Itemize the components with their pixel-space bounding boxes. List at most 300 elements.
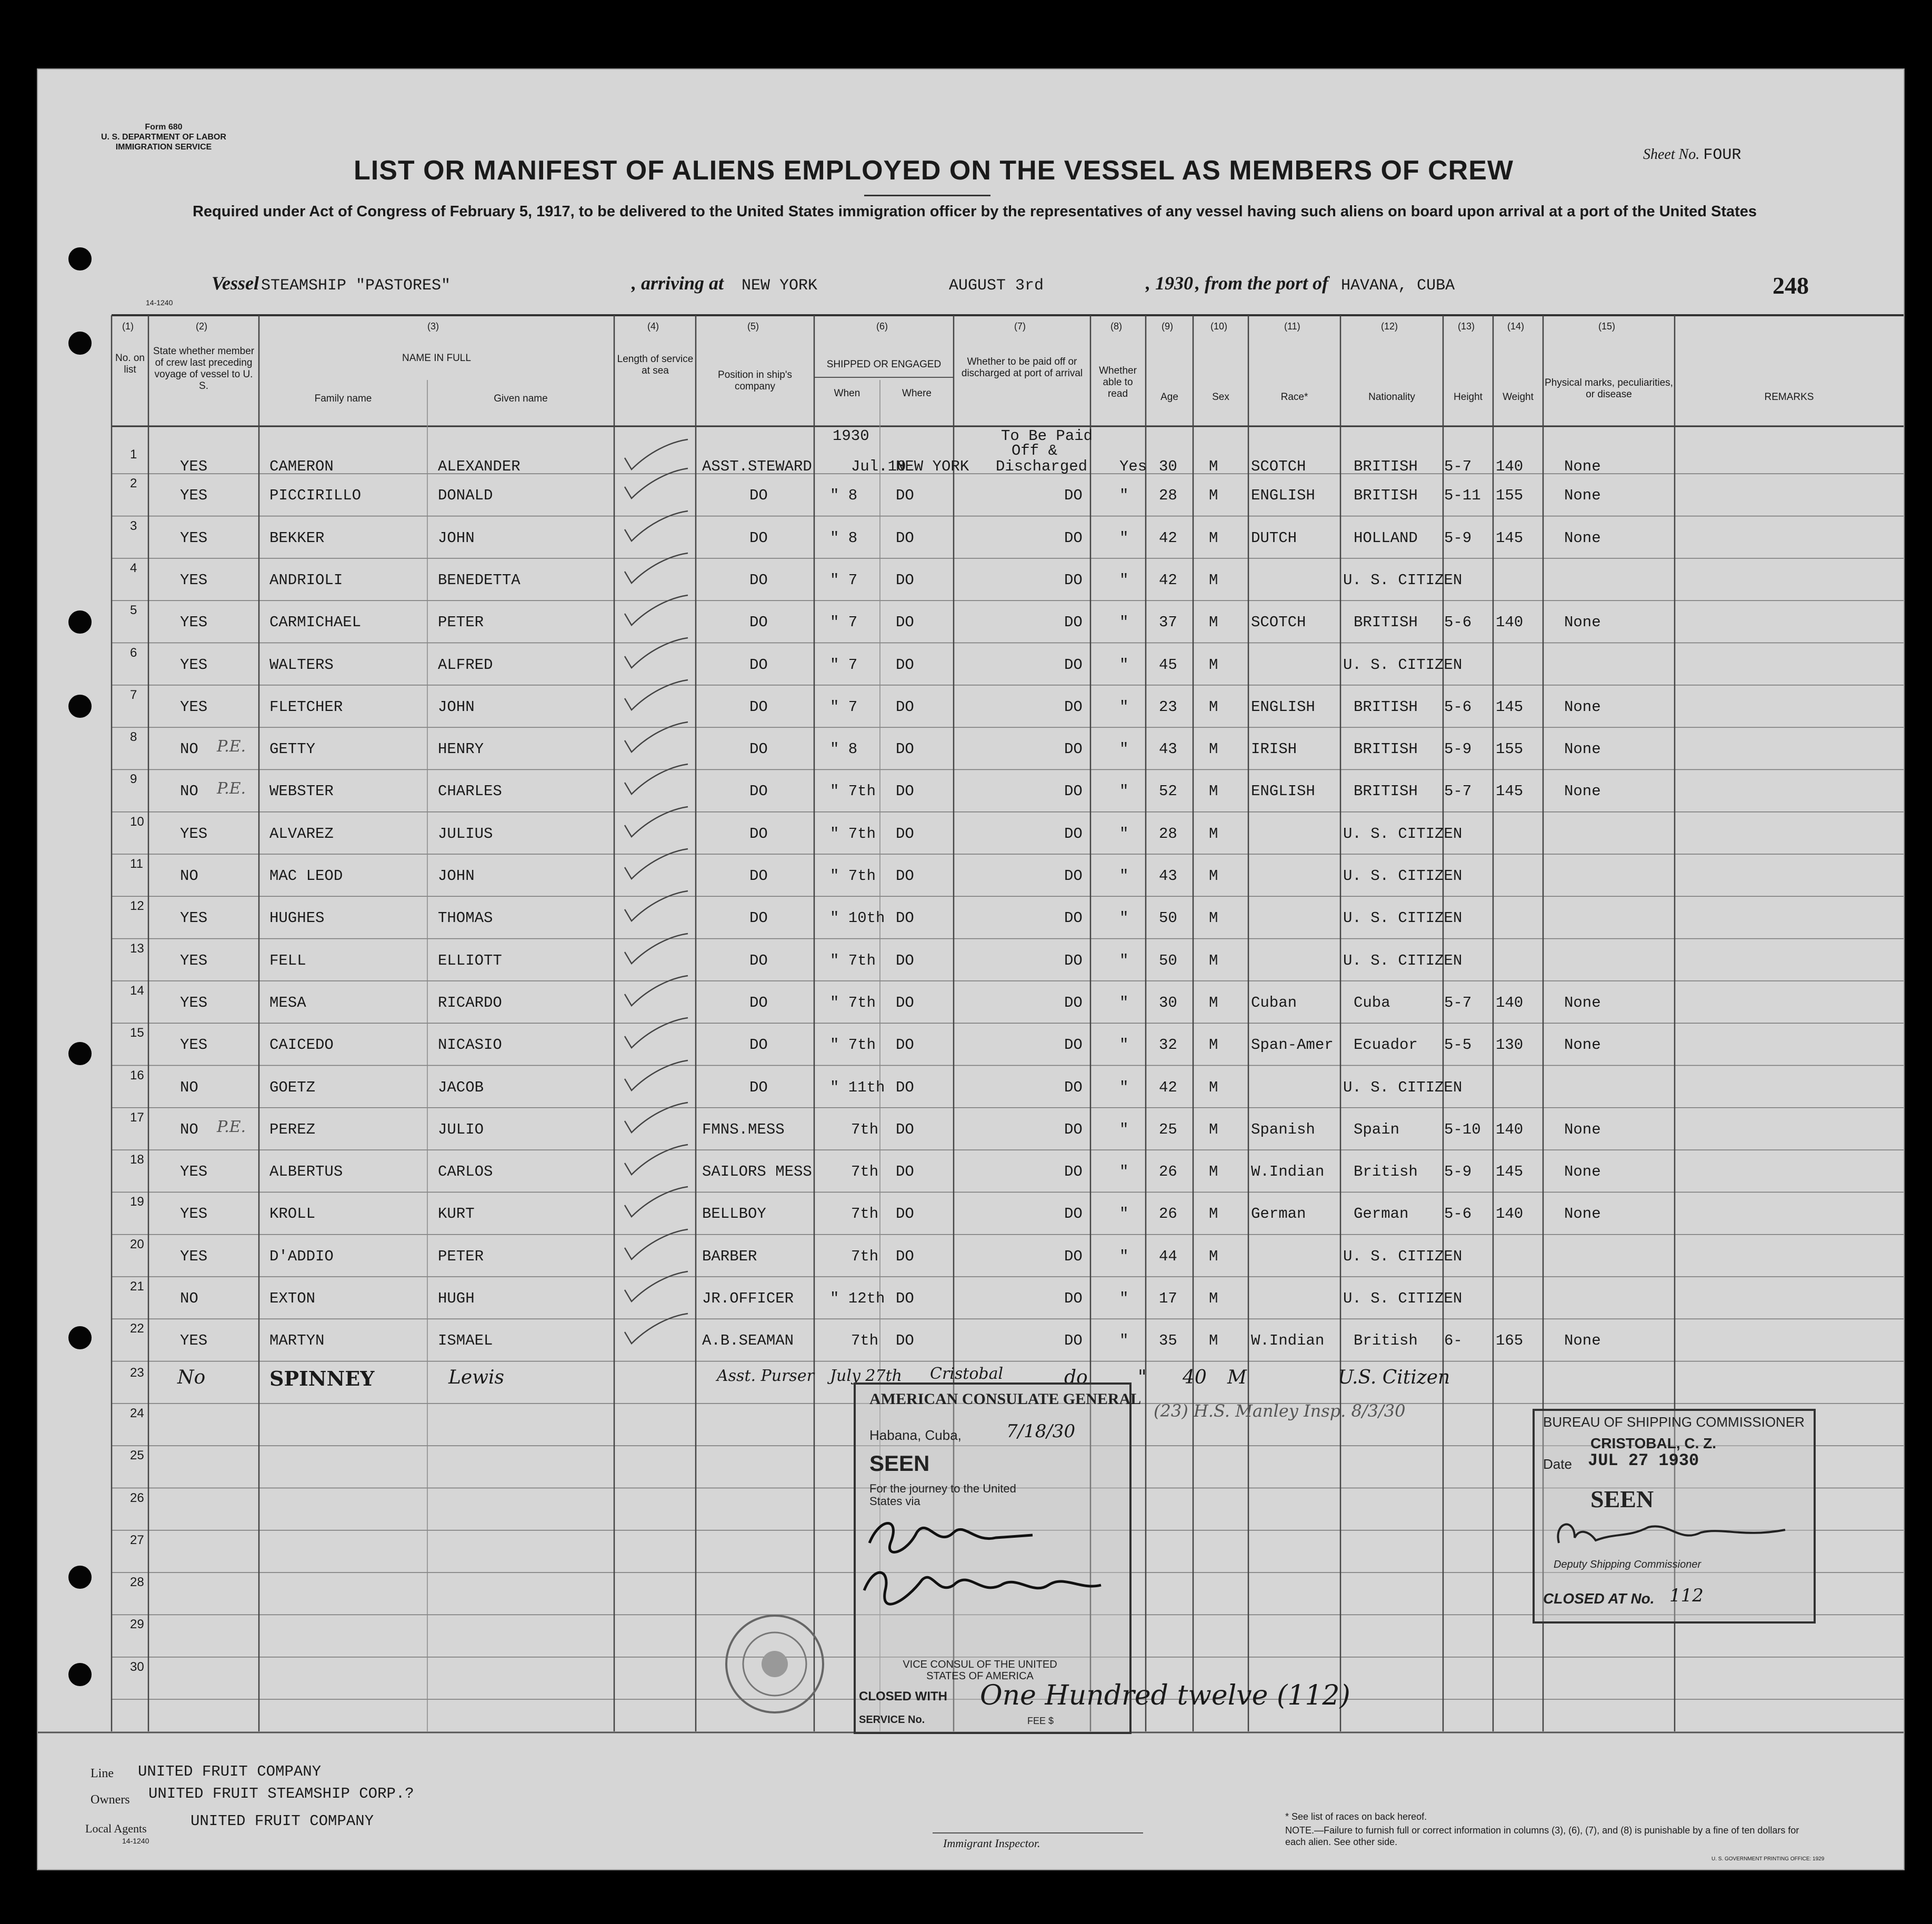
row1-year: 1930	[833, 427, 869, 445]
paid-off-cell: DO	[1064, 1163, 1083, 1181]
race-cell: W.Indian	[1251, 1163, 1325, 1181]
when-cell: 7th	[851, 1247, 879, 1265]
last-voyage-cell: YES	[180, 909, 208, 927]
position-cell: JR.OFFICER	[702, 1290, 794, 1307]
bureau-signature	[1543, 1511, 1806, 1559]
row-number: 25	[130, 1448, 144, 1463]
last-voyage-cell: YES	[180, 458, 208, 475]
position-cell: DO	[749, 529, 768, 547]
paid-off-cell: DO	[1064, 1247, 1083, 1265]
family-name-cell: BEKKER	[269, 529, 325, 547]
citizen-cell: U. S. CITIZEN	[1343, 1290, 1463, 1307]
where-cell: DO	[896, 951, 914, 969]
age-cell: 50	[1159, 951, 1177, 969]
sex-cell: M	[1209, 951, 1218, 969]
paid-off-cell: DO	[1064, 529, 1083, 547]
last-voyage-cell: YES	[180, 614, 208, 632]
family-name-cell: ANDRIOLI	[269, 571, 343, 589]
age-cell: 17	[1159, 1290, 1177, 1307]
last-voyage-cell: YES	[180, 1332, 208, 1350]
given-name-cell: Lewis	[448, 1366, 505, 1388]
row1-paid-line2: Off &	[1012, 442, 1058, 459]
sex-cell: M	[1209, 1290, 1218, 1307]
age-cell: 28	[1159, 825, 1177, 843]
where-cell: DO	[896, 1120, 914, 1138]
weight-cell: 155	[1496, 740, 1524, 758]
check-mark-icon	[622, 1227, 690, 1269]
age-cell: 35	[1159, 1332, 1177, 1350]
when-cell: 7th	[851, 1163, 879, 1181]
pe-mark: P.E.	[217, 737, 246, 756]
race-cell: ENGLISH	[1251, 698, 1315, 716]
family-name-cell: CAMERON	[269, 458, 334, 475]
nationality-cell: German	[1354, 1205, 1409, 1223]
age-cell: 42	[1159, 529, 1177, 547]
family-name-cell: SPINNEY	[269, 1366, 375, 1390]
physical-marks-cell: None	[1564, 1205, 1601, 1223]
read-cell: "	[1119, 909, 1129, 927]
colnum-6: (6)	[876, 321, 888, 332]
given-name-cell: JOHN	[438, 698, 475, 716]
when-cell: " 7th	[830, 994, 876, 1011]
nationality-cell: Cuba	[1354, 994, 1390, 1011]
age-cell: 25	[1159, 1120, 1177, 1138]
check-mark-icon	[622, 1015, 690, 1057]
check-mark-icon	[622, 1184, 690, 1226]
header-age: Age	[1160, 392, 1178, 403]
read-cell: "	[1119, 1120, 1129, 1138]
footer-line-value: UNITED FRUIT COMPANY	[138, 1763, 322, 1780]
row-number: 17	[130, 1110, 144, 1125]
row-number: 13	[130, 941, 144, 956]
family-name-cell: MAC LEOD	[269, 867, 343, 885]
read-cell: "	[1119, 994, 1129, 1011]
check-mark-icon	[622, 804, 690, 846]
when-cell: " 7th	[830, 783, 876, 800]
position-cell: DO	[749, 1036, 768, 1054]
family-name-cell: HUGHES	[269, 909, 325, 927]
last-voyage-cell: YES	[180, 951, 208, 969]
colnum-12: (12)	[1381, 321, 1398, 332]
row-number: 12	[130, 899, 144, 914]
row-number: 19	[130, 1195, 144, 1209]
nationality-cell: Ecuador	[1354, 1036, 1418, 1054]
last-voyage-cell: No	[177, 1366, 206, 1388]
colnum-10: (10)	[1210, 321, 1228, 332]
physical-marks-cell: None	[1564, 1332, 1601, 1350]
given-name-cell: ELLIOTT	[438, 951, 502, 969]
position-cell: DO	[749, 783, 768, 800]
consul-signature	[859, 1511, 1133, 1659]
nationality-cell: BRITISH	[1354, 740, 1418, 758]
given-name-cell: ALEXANDER	[438, 458, 520, 475]
paid-off-cell: DO	[1064, 994, 1083, 1011]
footer-owners-label: Owners	[91, 1793, 130, 1807]
row1-paid-line1: To Be Paid	[1001, 427, 1093, 445]
consulate-journey: For the journey to the United States via	[869, 1482, 1016, 1508]
consulate-vice-consul: VICE CONSUL OF THE UNITED STATES OF AMERICA	[903, 1659, 1057, 1682]
row-number: 6	[130, 645, 137, 660]
check-mark-icon	[622, 1142, 690, 1184]
inspector-annotation: (23) H.S. Manley Insp. 8/3/30	[1154, 1401, 1406, 1421]
bureau-title: BUREAU OF SHIPPING COMMISSIONER	[1543, 1414, 1805, 1430]
row-number: 16	[130, 1068, 144, 1083]
when-cell: " 8	[830, 529, 858, 547]
sex-cell: M	[1209, 698, 1218, 716]
given-name-cell: HUGH	[438, 1290, 475, 1307]
last-voyage-cell: YES	[180, 825, 208, 843]
check-mark-icon	[622, 931, 690, 973]
paid-off-cell: DO	[1064, 614, 1083, 632]
where-cell: DO	[896, 909, 914, 927]
row-number: 5	[130, 603, 137, 618]
height-cell: 5-10	[1444, 1120, 1481, 1138]
given-name-cell: BENEDETTA	[438, 571, 520, 589]
colnum-7: (7)	[1014, 321, 1026, 332]
weight-cell: 145	[1496, 698, 1524, 716]
colnum-11: (11)	[1284, 321, 1300, 332]
row-number: 14	[130, 983, 144, 998]
sex-cell: M	[1209, 867, 1218, 885]
consulate-date: 7/18/30	[1006, 1421, 1076, 1442]
height-cell: 5-6	[1444, 1205, 1472, 1223]
footer-agents-label: Local Agents	[85, 1822, 147, 1835]
position-cell: Asst. Purser	[717, 1366, 814, 1385]
arriving-label: , arriving at	[632, 273, 724, 294]
physical-marks-cell: None	[1564, 698, 1601, 716]
vessel-name: STEAMSHIP "PASTORES"	[261, 277, 451, 295]
header-race: Race*	[1280, 392, 1308, 403]
paid-off-cell: do	[1064, 1366, 1088, 1388]
position-cell: FMNS.MESS	[702, 1120, 785, 1138]
race-cell: DUTCH	[1251, 529, 1297, 547]
check-mark-icon	[622, 1100, 690, 1142]
sex-cell: M	[1209, 994, 1218, 1011]
age-cell: 30	[1159, 994, 1177, 1011]
position-cell: DO	[749, 825, 768, 843]
consulate-fee: FEE $	[1027, 1716, 1054, 1726]
read-cell: "	[1119, 1078, 1129, 1096]
position-cell: DO	[749, 740, 768, 758]
where-cell: DO	[896, 1205, 914, 1223]
weight-cell: 145	[1496, 529, 1524, 547]
sex-cell: M	[1209, 825, 1218, 843]
page-title: LIST OR MANIFEST OF ALIENS EMPLOYED ON THE VESSEL AS MEMBERS OF CREW	[354, 155, 1514, 186]
sex-cell: M	[1209, 458, 1218, 475]
sex-cell: M	[1209, 1078, 1218, 1096]
position-cell: A.B.SEAMAN	[702, 1332, 794, 1350]
position-cell: DO	[749, 1078, 768, 1096]
sex-cell: M	[1209, 656, 1218, 674]
citizen-cell: U. S. CITIZEN	[1343, 1078, 1463, 1096]
position-cell: BELLBOY	[702, 1205, 766, 1223]
where-cell: DO	[896, 1036, 914, 1054]
weight-cell: 165	[1496, 1332, 1524, 1350]
row1-paid-line3: Discharged	[996, 458, 1088, 475]
punch-hole	[68, 332, 92, 355]
vessel-label: Vessel	[212, 273, 259, 294]
age-cell: 43	[1159, 740, 1177, 758]
family-name-cell: ALVAREZ	[269, 825, 334, 843]
colnum-4: (4)	[647, 321, 659, 332]
family-name-cell: WALTERS	[269, 656, 334, 674]
when-cell: " 8	[830, 487, 858, 505]
consulate-service-no: SERVICE No.	[859, 1714, 925, 1726]
row-number: 29	[130, 1617, 144, 1632]
given-name-cell: CARLOS	[438, 1163, 493, 1181]
nationality-cell: BRITISH	[1354, 698, 1418, 716]
sex-cell: M	[1209, 740, 1218, 758]
consulate-seen: SEEN	[869, 1451, 930, 1476]
header-shipped-engaged: SHIPPED OR ENGAGED	[826, 359, 942, 370]
check-mark-icon	[622, 973, 690, 1015]
check-mark-icon	[622, 846, 690, 888]
header-where: Where	[902, 388, 932, 399]
weight-cell: 155	[1496, 487, 1524, 505]
where-cell: DO	[896, 867, 914, 885]
given-name-cell: JULIO	[438, 1120, 484, 1138]
row-number: 9	[130, 772, 137, 787]
header-last-voyage: State whether member of crew last preceding voyage of vessel to U. S.	[153, 346, 255, 392]
nationality-cell: Spain	[1354, 1120, 1400, 1138]
weight-cell: 140	[1496, 1205, 1524, 1223]
check-mark-icon	[622, 888, 690, 930]
where-cell: DO	[896, 1290, 914, 1307]
read-cell: Yes	[1119, 458, 1147, 475]
read-cell: "	[1119, 1332, 1129, 1350]
pe-mark: P.E.	[217, 779, 246, 798]
colnum-3: (3)	[427, 321, 439, 332]
row-number: 8	[130, 730, 137, 745]
given-name-cell: JULIUS	[438, 825, 493, 843]
when-cell: " 7	[830, 614, 858, 632]
weight-cell: 145	[1496, 1163, 1524, 1181]
header-weight: Weight	[1503, 392, 1534, 403]
where-cell: DO	[896, 1078, 914, 1096]
citizen-cell: U. S. CITIZEN	[1343, 951, 1463, 969]
arrival-date: AUGUST 3rd	[949, 277, 1044, 295]
footer-inspector: Immigrant Inspector.	[943, 1837, 1040, 1850]
header-sex: Sex	[1212, 392, 1229, 403]
header-name-in-full: NAME IN FULL	[402, 353, 471, 364]
citizen-cell: U. S. CITIZEN	[1343, 909, 1463, 927]
age-cell: 30	[1159, 458, 1177, 475]
read-cell: "	[1119, 740, 1129, 758]
paid-off-cell: DO	[1064, 909, 1083, 927]
position-cell: DO	[749, 487, 768, 505]
check-mark-icon	[622, 635, 690, 677]
family-name-cell: D'ADDIO	[269, 1247, 334, 1265]
physical-marks-cell: None	[1564, 1120, 1601, 1138]
given-name-cell: ISMAEL	[438, 1332, 493, 1350]
position-cell: DO	[749, 698, 768, 716]
header-given-name: Given name	[494, 393, 548, 404]
manifest-sheet	[37, 68, 1905, 1870]
family-name-cell: GETTY	[269, 740, 316, 758]
where-cell: DO	[896, 994, 914, 1011]
where-cell: DO	[896, 783, 914, 800]
height-cell: 5-11	[1444, 487, 1481, 505]
age-cell: 42	[1159, 1078, 1177, 1096]
nationality-cell: BRITISH	[1354, 458, 1418, 475]
form-number: Form 680	[145, 123, 183, 132]
last-voyage-cell: YES	[180, 1036, 208, 1054]
colnum-14: (14)	[1507, 321, 1525, 332]
read-cell: "	[1119, 614, 1129, 632]
family-name-cell: FELL	[269, 951, 306, 969]
header-paid-off: Whether to be paid off or discharged at port of arrival	[961, 356, 1083, 379]
last-voyage-cell: YES	[180, 529, 208, 547]
height-cell: 5-6	[1444, 698, 1472, 716]
when-cell: 7th	[851, 1205, 879, 1223]
weight-cell: 140	[1496, 458, 1524, 475]
last-voyage-cell: YES	[180, 698, 208, 716]
age-cell: 52	[1159, 783, 1177, 800]
last-voyage-cell: NO	[180, 867, 198, 885]
family-name-cell: ALBERTUS	[269, 1163, 343, 1181]
read-cell: "	[1119, 951, 1129, 969]
sex-cell: M	[1209, 1163, 1218, 1181]
header-length-of-service: Length of service at sea	[617, 354, 694, 376]
nationality-cell: British	[1354, 1332, 1418, 1350]
height-cell: 5-7	[1444, 994, 1472, 1011]
row-number: 15	[130, 1026, 144, 1040]
when-cell: " 12th	[830, 1290, 885, 1307]
colnum-8: (8)	[1110, 321, 1122, 332]
row-number: 26	[130, 1490, 144, 1505]
when-cell: " 7	[830, 656, 858, 674]
where-cell: DO	[896, 487, 914, 505]
given-name-cell: HENRY	[438, 740, 484, 758]
bureau-deputy: Deputy Shipping Commissioner	[1554, 1559, 1701, 1570]
age-cell: 43	[1159, 867, 1177, 885]
given-name-cell: PETER	[438, 1247, 484, 1265]
header-nationality: Nationality	[1368, 392, 1415, 403]
where-cell: DO	[896, 571, 914, 589]
row-number: 28	[130, 1575, 144, 1590]
position-cell: DO	[749, 867, 768, 885]
read-cell: "	[1119, 1247, 1129, 1265]
given-name-cell: ALFRED	[438, 656, 493, 674]
row-number: 24	[130, 1406, 144, 1420]
year-suffix: 30	[1174, 273, 1194, 294]
paid-off-cell: DO	[1064, 656, 1083, 674]
weight-cell: 140	[1496, 1120, 1524, 1138]
position-cell: ASST.STEWARD	[702, 458, 812, 475]
form-code: 14-1240	[146, 298, 173, 307]
nationality-cell: BRITISH	[1354, 487, 1418, 505]
when-cell: " 7	[830, 698, 858, 716]
when-cell: " 11th	[830, 1078, 885, 1096]
physical-marks-cell: None	[1564, 740, 1601, 758]
family-name-cell: MARTYN	[269, 1332, 325, 1350]
colnum-15: (15)	[1598, 321, 1616, 332]
footer-line-label: Line	[91, 1767, 114, 1780]
header-able-to-read: Whether able to read	[1099, 365, 1137, 399]
given-name-cell: RICARDO	[438, 994, 502, 1011]
height-cell: 5-9	[1444, 1163, 1472, 1181]
paid-off-cell: DO	[1064, 487, 1083, 505]
height-cell: 5-9	[1444, 529, 1472, 547]
row-number: 23	[130, 1365, 144, 1380]
read-cell: "	[1119, 783, 1129, 800]
read-cell: "	[1119, 1163, 1129, 1181]
check-mark-icon	[622, 593, 690, 635]
race-cell: SCOTCH	[1251, 458, 1306, 475]
where-cell: DO	[896, 1247, 914, 1265]
age-cell: 50	[1159, 909, 1177, 927]
colnum-13: (13)	[1458, 321, 1475, 332]
row-number: 27	[130, 1532, 144, 1547]
when-cell: 7th	[851, 1332, 879, 1350]
given-name-cell: KURT	[438, 1205, 475, 1223]
read-cell: "	[1119, 529, 1129, 547]
citizen-cell: U. S. CITIZEN	[1343, 867, 1463, 885]
age-cell: 45	[1159, 656, 1177, 674]
nationality-cell: HOLLAND	[1354, 529, 1418, 547]
consular-seal	[722, 1611, 827, 1717]
read-cell: "	[1119, 571, 1129, 589]
paid-off-cell: DO	[1064, 1120, 1083, 1138]
row-number: 20	[130, 1237, 144, 1251]
check-mark-icon	[622, 1058, 690, 1100]
citizen-cell: U. S. CITIZEN	[1343, 825, 1463, 843]
header-physical-marks: Physical marks, peculiarities, or disease	[1545, 377, 1673, 400]
row-number: 1	[130, 447, 137, 462]
position-cell: DO	[749, 656, 768, 674]
position-cell: BARBER	[702, 1247, 757, 1265]
row-number: 18	[130, 1153, 144, 1167]
paid-off-cell: DO	[1064, 1205, 1083, 1223]
row-number: 30	[130, 1659, 144, 1674]
where-cell: NEW YORK	[896, 458, 969, 475]
weight-cell: 140	[1496, 614, 1524, 632]
where-cell: DO	[896, 698, 914, 716]
when-cell: 7th	[851, 1120, 879, 1138]
paid-off-cell: DO	[1064, 1332, 1083, 1350]
consulate-closed-with: CLOSED WITH	[859, 1689, 947, 1703]
row-number: 7	[130, 687, 137, 702]
last-voyage-cell: NO	[180, 1120, 198, 1138]
height-cell: 6-	[1444, 1332, 1463, 1350]
read-cell: "	[1119, 825, 1129, 843]
height-cell: 5-6	[1444, 614, 1472, 632]
last-voyage-cell: NO	[180, 1290, 198, 1307]
check-mark-icon	[622, 1269, 690, 1311]
row-number: 11	[130, 857, 143, 871]
last-voyage-cell: YES	[180, 1247, 208, 1265]
department-name: U. S. DEPARTMENT OF LABOR	[101, 133, 226, 142]
when-cell: July 27th	[830, 1366, 902, 1385]
colnum-1: (1)	[122, 321, 134, 332]
when-cell: " 10th	[830, 909, 885, 927]
where-cell: DO	[896, 1332, 914, 1350]
read-cell: "	[1119, 487, 1129, 505]
nationality-cell: British	[1354, 1163, 1418, 1181]
punch-hole	[68, 1566, 92, 1589]
header-position: Position in ship's company	[718, 369, 792, 392]
colnum-9: (9)	[1162, 321, 1173, 332]
footer-owners-value: UNITED FRUIT STEAMSHIP CORP.?	[148, 1785, 414, 1802]
paid-off-cell: DO	[1064, 1290, 1083, 1307]
when-cell: " 7th	[830, 1036, 876, 1054]
race-cell: Span-Amer	[1251, 1036, 1334, 1054]
race-cell: ENGLISH	[1251, 783, 1315, 800]
physical-marks-cell: None	[1564, 487, 1601, 505]
last-voyage-cell: YES	[180, 571, 208, 589]
family-name-cell: PICCIRILLO	[269, 487, 362, 505]
height-cell: 5-7	[1444, 458, 1472, 475]
